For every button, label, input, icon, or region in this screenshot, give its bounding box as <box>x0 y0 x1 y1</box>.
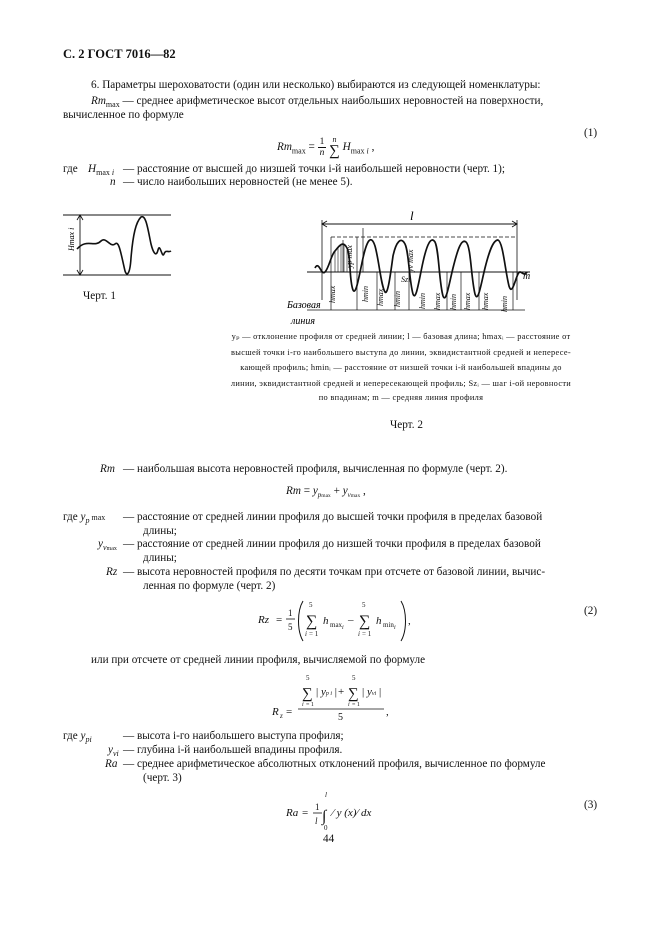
svg-text:Rz: Rz <box>258 614 269 626</box>
svg-text:hmax: hmax <box>376 288 385 306</box>
svg-text:=: = <box>276 614 283 626</box>
svg-text:5: 5 <box>352 674 356 682</box>
rm-equation: $Rm = y_{pmax} + y_{vmax}$ , <box>286 485 366 500</box>
svg-text:i: i <box>302 702 304 708</box>
fig2-base-label-1: Базовая <box>287 300 321 311</box>
yp-max-def: — расстояние от средней линии профиля до высшей точки профиля в пределах базовой <box>123 511 543 523</box>
svg-text:hmax: hmax <box>463 292 472 310</box>
yvi-def: — глубина i-й наибольшей впадины профиля. <box>123 744 343 756</box>
svg-text:1: 1 <box>288 608 293 618</box>
svg-text:5: 5 <box>288 622 293 632</box>
svg-text:∑: ∑ <box>306 613 318 630</box>
ypi-def: — высота i-го наибольшего выступа профиля; <box>123 730 344 742</box>
yv-max-symbol: $y_{vmax}$ <box>98 538 117 553</box>
n-def: — число наибольших неровностей (не менее 5). <box>123 176 353 188</box>
rm-symbol: Rm <box>100 463 115 475</box>
fig2-l-label: l <box>410 210 414 223</box>
rz-def: — высота неровностей профиля по десяти точкам при отсчете от базовой линии, вычис- <box>123 566 546 578</box>
svg-text:=: = <box>286 706 293 718</box>
svg-text:0: 0 <box>324 824 328 832</box>
svg-text:z: z <box>280 712 283 720</box>
svg-text:,: , <box>386 706 389 718</box>
page-number: 44 <box>323 833 335 845</box>
svg-text:Szi: Szi <box>401 275 411 284</box>
svg-text:∑: ∑ <box>359 613 371 630</box>
svg-text:hmax: hmax <box>433 292 442 310</box>
svg-text:=: = <box>302 807 309 819</box>
ra-def: — среднее арифметическое абсолютных отклонений профиля, вычисленное по формуле <box>123 758 546 770</box>
n-symbol: n <box>110 176 116 188</box>
svg-text:i: i <box>342 625 344 631</box>
figure-1 <box>63 214 175 282</box>
svg-text:| yp i |: | yp i | <box>316 686 337 698</box>
svg-text:hmin: hmin <box>361 286 370 302</box>
svg-text:i: i <box>348 702 350 708</box>
yvi-symbol: $y_{vi}$ <box>108 744 119 759</box>
svg-text:Ra: Ra <box>286 807 299 819</box>
svg-text:= 1: = 1 <box>309 630 319 638</box>
rm-where: где $y_p$ max <box>63 511 106 526</box>
svg-text:1: 1 <box>315 802 320 812</box>
svg-text:,: , <box>408 615 411 627</box>
equation-3 <box>284 790 384 834</box>
yv-max-def-cont: длины; <box>143 552 177 564</box>
fig1-label: Hmax i <box>67 227 76 251</box>
svg-text:| yvi |: | yvi | <box>362 686 382 698</box>
svg-text:+: + <box>338 686 345 698</box>
svg-text:hmax: hmax <box>328 285 337 303</box>
rm-def: — наибольшая высота неровностей профиля, вычисленная по формуле (черт. 2). <box>123 463 508 475</box>
fig2-legend-5: по впадинам; m — средняя линия профиля <box>318 393 484 402</box>
fig2-base-label-2: линия <box>291 316 315 327</box>
svg-text:i: i <box>305 630 307 638</box>
svg-text:5: 5 <box>306 674 310 682</box>
svg-text:hmin: hmin <box>393 291 402 307</box>
fig2-m-label: m <box>523 271 531 282</box>
svg-text:max: max <box>330 621 343 629</box>
figure-2 <box>285 210 545 330</box>
rm-max-def-cont: вычисленное по формуле <box>63 109 184 121</box>
fig2-legend-3: кающей профиль; hminᵢ — расстояние от низшей точки i-й наибольшей впадины до <box>240 363 562 372</box>
svg-text:i: i <box>394 625 396 631</box>
svg-text:hmax: hmax <box>481 292 490 310</box>
eq3-number: (3) <box>584 799 598 811</box>
svg-text:= 1: = 1 <box>306 702 314 708</box>
svg-text:5: 5 <box>362 601 366 609</box>
fig2-legend-4: линии, эквидистантной средней и непересекающей профиль; Szᵢ — шаг i-ой неровности <box>230 379 572 388</box>
svg-text:h: h <box>376 615 382 627</box>
svg-text:hmin: hmin <box>500 296 509 312</box>
svg-text:= 1: = 1 <box>352 702 360 708</box>
svg-text:= 1: = 1 <box>362 630 372 638</box>
svg-text:5: 5 <box>338 712 343 723</box>
yv-max-def: — расстояние от средней линии профиля до низшей точки профиля в пределах базовой <box>123 538 541 550</box>
rz-symbol: Rz <box>106 566 118 578</box>
eq2-number: (2) <box>584 605 598 617</box>
svg-text:∫: ∫ <box>322 808 327 825</box>
ra-symbol: Ra <box>105 758 118 770</box>
ypi-where-label: где <box>63 730 78 742</box>
svg-text:l: l <box>315 816 318 826</box>
svg-text:5: 5 <box>309 601 313 609</box>
where-label: где <box>63 163 78 175</box>
rz-or-text: или при отсчете от средней линии профиля, вычисляемой по формуле <box>91 654 426 666</box>
svg-text:hmin: hmin <box>418 293 427 309</box>
svg-text:hmin: hmin <box>449 294 458 310</box>
svg-text:yp max: yp max <box>345 245 354 268</box>
rm-max-def: — среднее арифметическое высот отдельных наибольших неровностей на поверхности, <box>122 95 544 107</box>
svg-text:∑: ∑ <box>348 686 359 702</box>
rz-def-cont: ленная по формуле (черт. 2) <box>143 580 276 592</box>
svg-text:R: R <box>272 706 279 718</box>
svg-text:i: i <box>358 630 360 638</box>
rm-max-symbol: $Rm_{max}$ <box>91 95 120 110</box>
rm-where-label: где <box>63 511 78 523</box>
svg-text:h: h <box>323 615 329 627</box>
eq1-number: (1) <box>584 127 598 139</box>
yp-max-def-cont: длины; <box>143 525 177 537</box>
svg-text:l: l <box>325 791 327 799</box>
para6-intro: 6. Параметры шероховатости (один или несколько) выбираются из следующей номенклатуры: <box>91 79 541 91</box>
svg-text:–: – <box>348 614 354 626</box>
ypi-where: где $y_{pi}$ <box>63 730 92 745</box>
equation-2 <box>255 597 425 645</box>
fig2-legend-1: yₚ — отклонение профиля от средней линии; l — базовая длина; hmaxᵢ — расстояние от <box>231 332 571 341</box>
svg-text:∑: ∑ <box>302 686 313 702</box>
fig2-legend-2: высшей точки i-го наибольшего выступа до линии, эквидистантной средней и непересе- <box>231 348 571 357</box>
svg-text:min: min <box>383 621 394 629</box>
ra-def-cont: (черт. 3) <box>143 772 182 784</box>
fig1-caption: Черт. 1 <box>83 290 116 302</box>
svg-text:⁄ y (x)⁄ dx: ⁄ y (x)⁄ dx <box>332 807 372 819</box>
equation-1: $Rm_{max} = 1$ n n ∑ $H_{max i}$ , <box>277 135 375 159</box>
hmax-symbol: $H_{max i}$ <box>88 163 115 178</box>
equation-rz-alt <box>268 671 398 723</box>
svg-text:yv max: yv max <box>406 249 415 272</box>
fig2-caption: Черт. 2 <box>390 419 423 431</box>
hmax-def: — расстояние от высшей до низшей точки i-й наибольшей неровности (черт. 1); <box>123 163 505 175</box>
page-header: С. 2 ГОСТ 7016—82 <box>63 47 176 61</box>
